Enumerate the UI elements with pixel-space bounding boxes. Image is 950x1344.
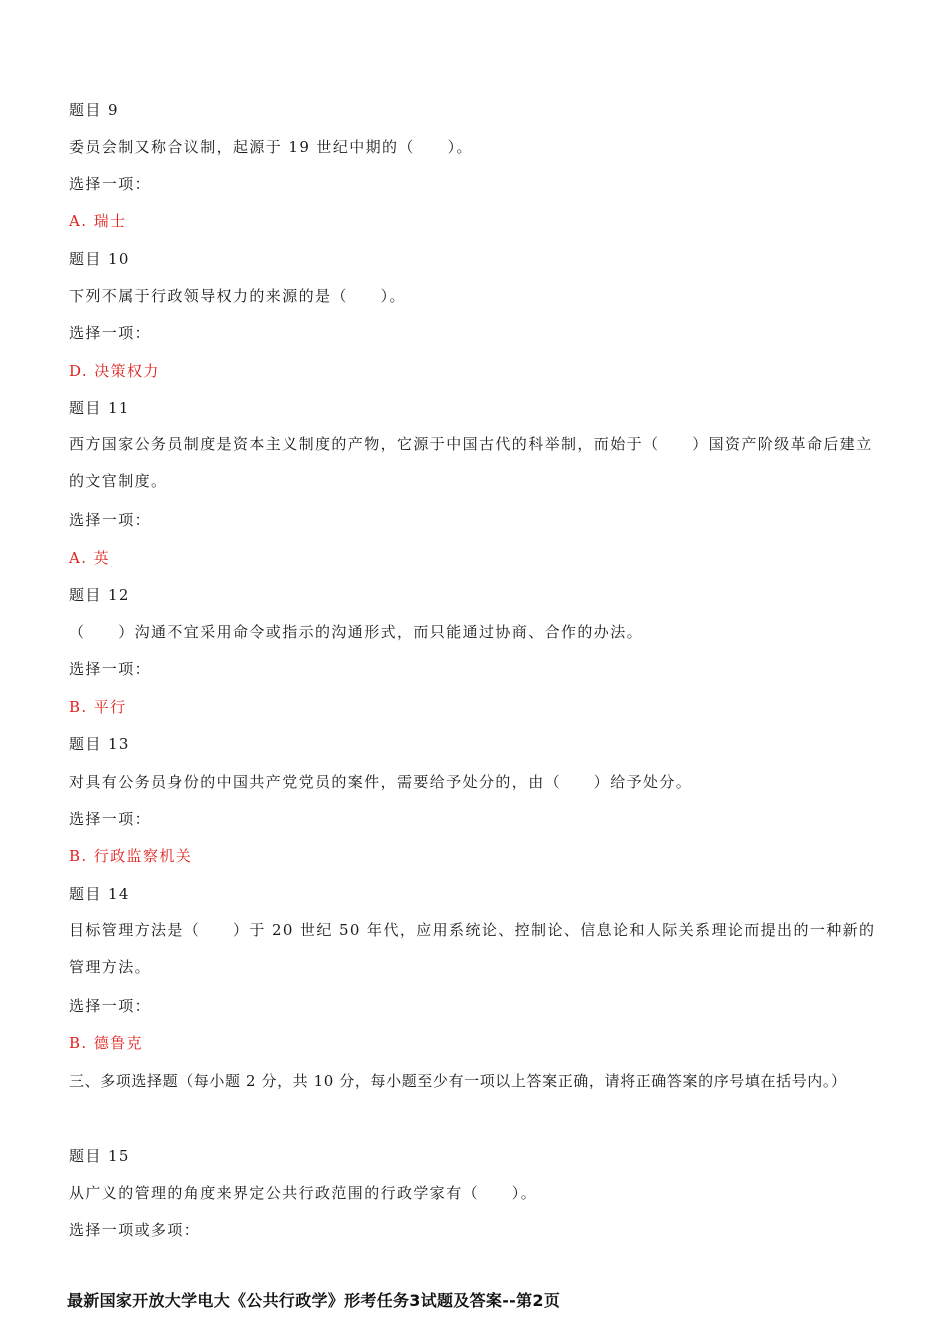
question-stem: 下列不属于行政领导权力的来源的是（ ）。 [69,287,406,305]
choice-prompt: 选择一项： [69,175,152,193]
answer-text: A. 英 [69,549,110,567]
answer-text: B. 德鲁克 [69,1034,143,1052]
page-footer: 最新国家开放大学电大《公共行政学》形考任务3试题及答案--第2页 [67,1291,561,1310]
question-label: 题目 15 [69,1147,130,1165]
choice-prompt: 选择一项： [69,997,152,1015]
question-label: 题目 11 [69,399,130,417]
choice-prompt: 选择一项： [69,511,152,529]
question-stem: 目标管理方法是（ ）于 20 世纪 50 年代，应用系统论、控制论、信息论和人际关系理论而提出的一种新的管理方法。 [69,921,876,976]
question-stem: 对具有公务员身份的中国共产党党员的案件，需要给予处分的，由（ ）给予处分。 [69,773,693,791]
choice-prompt: 选择一项： [69,660,152,678]
question-stem: 委员会制又称合议制，起源于 19 世纪中期的（ ）。 [69,138,473,156]
question-stem: 西方国家公务员制度是资本主义制度的产物，它源于中国古代的科举制，而始于（ ）国资产阶级革命后建立的文官制度。 [69,435,873,490]
question-label: 题目 14 [69,885,130,903]
section-heading: 三、多项选择题（每小题 2 分，共 10 分，每小题至少有一项以上答案正确，请将正确答案的序号填在括号内。） [69,1072,847,1090]
question-label: 题目 12 [69,586,130,604]
answer-text: B. 平行 [69,698,127,716]
question-stem: （ ）沟通不宜采用命令或指示的沟通形式，而只能通过协商、合作的办法。 [69,623,644,641]
answer-text: B. 行政监察机关 [69,847,193,865]
question-stem: 从广义的管理的角度来界定公共行政范围的行政学家有（ ）。 [69,1184,538,1202]
question-label: 题目 10 [69,250,130,268]
choice-prompt: 选择一项： [69,324,152,342]
choice-prompt: 选择一项或多项： [69,1221,201,1239]
answer-text: D. 决策权力 [69,362,160,380]
choice-prompt: 选择一项： [69,810,152,828]
question-label: 题目 13 [69,735,130,753]
question-label: 题目 9 [69,101,119,119]
answer-text: A. 瑞士 [69,212,127,230]
